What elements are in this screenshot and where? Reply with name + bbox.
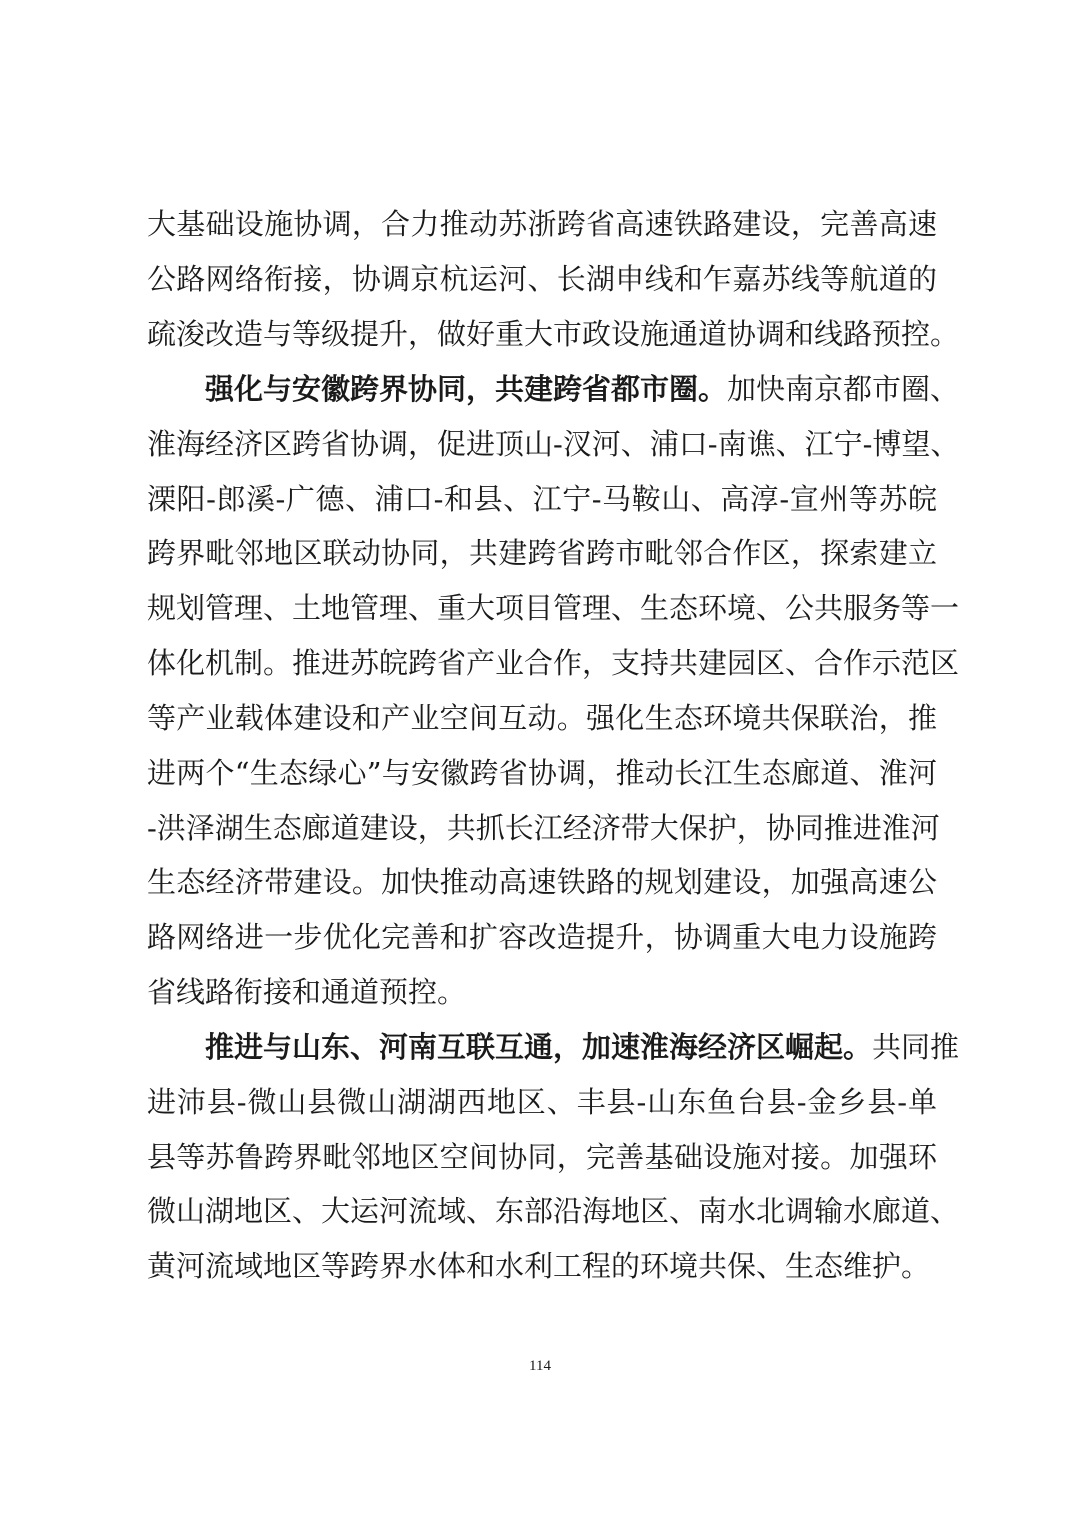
paragraph-2-line-4: 跨界毗邻地区联动协同，共建跨省跨市毗邻合作区，探索建立 — [147, 536, 937, 570]
paragraph-2-line-8: 进两个“生态绿心”与安徽跨省协调，推动长江生态廊道、淮河 — [147, 756, 937, 790]
paragraph-3-first-line — [205, 1019, 960, 1075]
paragraph-3-first-line-rest: 共同推 — [872, 1030, 960, 1064]
paragraph-2-line-7: 等产业载体建设和产业空间互动。强化生态环境共保联治，推 — [147, 701, 937, 735]
page-number: 114 — [529, 1358, 551, 1374]
paragraph-3-lead-heading: 推进与山东、河南互联互通，加速淮海经济区崛起。 — [205, 1030, 873, 1064]
paragraph-1-line-1: 大基础设施协调，合力推动苏浙跨省高速铁路建设，完善高速 — [147, 207, 937, 241]
paragraph-2-line-9: -洪泽湖生态廊道建设，共抓长江经济带大保护，协同推进淮河 — [147, 811, 940, 845]
paragraph-2-line-5: 规划管理、土地管理、重大项目管理、生态环境、公共服务等一 — [147, 591, 960, 625]
paragraph-2-line-6: 体化机制。推进苏皖跨省产业合作，支持共建园区、合作示范区 — [147, 646, 960, 680]
paragraph-1-line-3: 疏浚改造与等级提升，做好重大市政设施通道协调和线路预控。 — [147, 317, 960, 351]
paragraph-2-lead-heading: 强化与安徽跨界协同，共建跨省都市圈。 — [205, 372, 728, 406]
paragraph-2-first-line — [205, 361, 960, 417]
paragraph-3-line-4: 微山湖地区、大运河流域、东部沿海地区、南水北调输水廊道、 — [147, 1194, 960, 1228]
paragraph-1-line-2: 公路网络衔接，协调京杭运河、长湖申线和乍嘉苏线等航道的 — [147, 262, 937, 296]
paragraph-2-line-12: 省线路衔接和通道预控。 — [147, 975, 467, 1009]
paragraph-3-line-2: 进沛县-微山县微山湖湖西地区、丰县-山东鱼台县-金乡县-单 — [147, 1085, 937, 1119]
paragraph-3-line-5: 黄河流域地区等跨界水体和水利工程的环境共保、生态维护。 — [147, 1249, 931, 1283]
paragraph-3-line-3: 县等苏鲁跨界毗邻地区空间协同，完善基础设施对接。加强环 — [147, 1140, 937, 1174]
paragraph-2-first-line-rest: 加快南京都市圈、 — [727, 372, 960, 406]
paragraph-2-line-10: 生态经济带建设。加快推动高速铁路的规划建设，加强高速公 — [147, 865, 937, 899]
paragraph-2-line-11: 路网络进一步优化完善和扩容改造提升，协调重大电力设施跨 — [147, 920, 937, 954]
paragraph-2-line-2: 淮海经济区跨省协调，促进顶山-汊河、浦口-南谯、江宁-博望、 — [147, 427, 960, 461]
paragraph-2-line-3: 溧阳-郎溪-广德、浦口-和县、江宁-马鞍山、高淳-宣州等苏皖 — [147, 482, 937, 516]
